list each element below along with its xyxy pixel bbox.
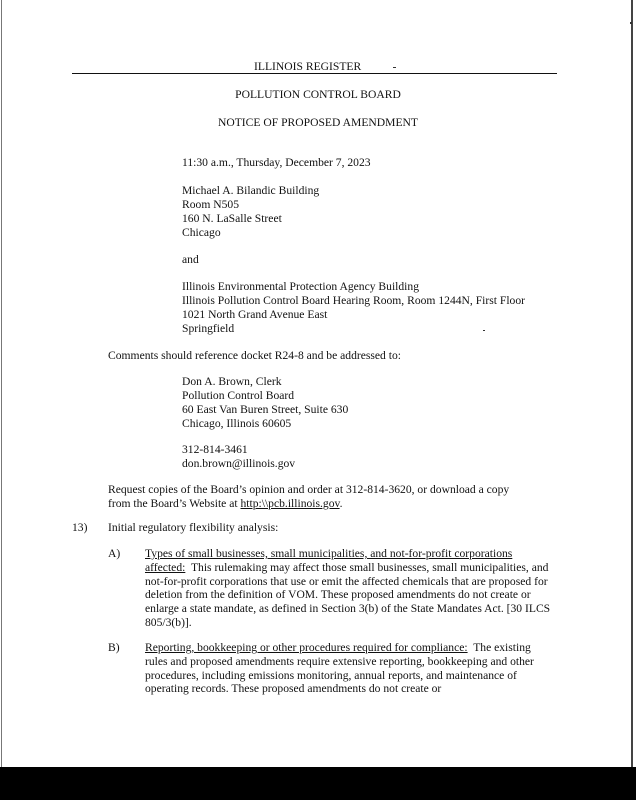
location1-line: 160 N. LaSalle Street <box>182 212 282 225</box>
clerk-email: don.brown@illinois.gov <box>182 457 296 470</box>
scan-speck <box>630 22 632 24</box>
and-text: and <box>182 253 199 266</box>
item-letter: B) <box>108 641 120 654</box>
clerk-address-line: Chicago, Illinois 60605 <box>182 417 292 430</box>
location2-line: Illinois Pollution Control Board Hearing Room, Room 1244N, First Floor <box>182 294 525 307</box>
location2-line: 1021 North Grand Avenue East <box>182 308 328 321</box>
item-paragraph <box>145 641 555 696</box>
item-text: The existing rules and proposed amendments require extensive reporting, bookkeeping and other procedures, including emissions monitoring, annual reports, and maintenance of operating records. These proposed amendments do not create or <box>145 641 534 696</box>
comments-intro: Comments should reference docket R24-8 and be addressed to: <box>108 349 401 362</box>
notice-title: NOTICE OF PROPOSED AMENDMENT <box>217 116 418 129</box>
location1-line: Michael A. Bilandic Building <box>182 184 320 197</box>
clerk-phone: 312-814-3461 <box>182 443 248 456</box>
request-line-2-prefix: from the Board’s Website at <box>108 497 241 510</box>
location1-line: Chicago <box>182 226 221 239</box>
section-number: 13) <box>72 521 88 534</box>
section-title: Initial regulatory flexibility analysis: <box>108 521 279 534</box>
clerk-address-line: 60 East Van Buren Street, Suite 630 <box>182 403 349 416</box>
board-title: POLLUTION CONTROL BOARD <box>235 88 401 101</box>
scan-speck <box>393 67 396 68</box>
item-heading: Reporting, bookkeeping or other procedures required for compliance: <box>145 641 468 654</box>
location2-line: Illinois Environmental Protection Agency Building <box>182 280 419 293</box>
location2-line: Springfield <box>182 322 235 335</box>
request-line-2-suffix: . <box>339 497 343 510</box>
header-rule <box>72 73 557 74</box>
item-text: This rulemaking may affect those small businesses, small municipalities, and not-for-profit corporations that use or emit the affected chemicals that are proposed for deletion from the definition of VOM. These proposed amendments do not create or enlarge a state mandate, as defined in Section 3(b) of the State Mandates Act. [30 ILCS 805/3(b)]. <box>145 560 551 629</box>
item-paragraph <box>145 547 555 630</box>
hearing-datetime: 11:30 a.m., Thursday, December 7, 2023 <box>182 156 371 169</box>
scan-bottom-band <box>0 767 636 800</box>
item-letter: A) <box>108 547 121 560</box>
item-heading: Types of small businesses, small municipalities, and not-for-profit corporations affected: <box>145 547 513 574</box>
scan-speck <box>483 330 485 331</box>
clerk-address-line: Pollution Control Board <box>182 389 295 402</box>
location1-line: Room N505 <box>182 198 240 211</box>
register-title: ILLINOIS REGISTER <box>254 60 362 73</box>
request-line-2 <box>108 497 342 511</box>
request-line-1: Request copies of the Board’s opinion and order at 312-814-3620, or download a copy <box>108 483 510 496</box>
board-website-link[interactable]: http:\\pcb.illinois.gov <box>240 497 340 510</box>
clerk-address-line: Don A. Brown, Clerk <box>182 375 282 388</box>
